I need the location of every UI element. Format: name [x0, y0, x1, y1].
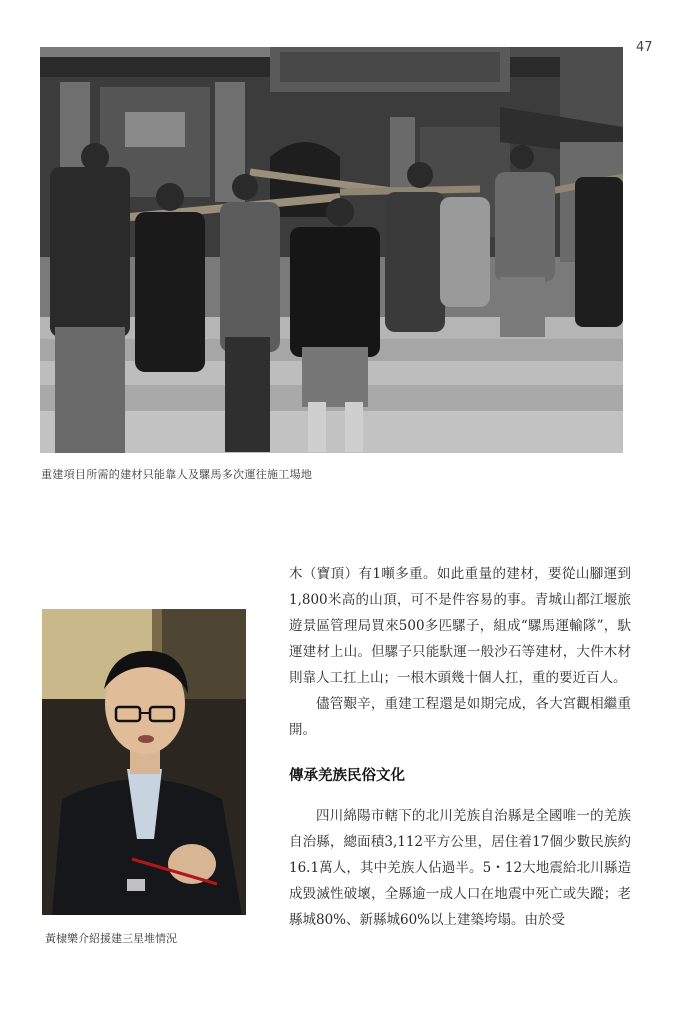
temple-workers-photo [40, 47, 623, 453]
portrait-caption: 黃棣樂介紹援建三星堆情況 [45, 932, 177, 945]
portrait-illustration [42, 609, 246, 915]
portrait-photo [42, 609, 246, 915]
page-number: 47 [636, 40, 653, 55]
section-heading: 傳承羌族民俗文化 [289, 767, 405, 784]
article-paragraph-1: 木（寶頂）有1噸多重。如此重量的建材，要從山腳運到1,800米高的山頂，可不是件容易的事。青城山都江堰旅遊景區管理局買來500多匹騾子，組成“騾馬運輸隊”，馱運建材上山。但騾子只能馱運一般沙石等建材，大件木材則靠人工扛上山；一根木頭幾十個人扛，重的要近百人。 [289, 566, 631, 686]
article-body [289, 561, 631, 933]
article-paragraph-2: 儘管艱辛，重建工程還是如期完成，各大宮觀相繼重開。 [289, 696, 631, 738]
temple-workers-illustration [40, 47, 623, 453]
top-photo-caption: 重建項目所需的建材只能靠人及騾馬多次運往施工場地 [41, 468, 313, 481]
article-paragraph-3: 四川綿陽市轄下的北川羌族自治縣是全國唯一的羌族自治縣，總面積3,112平方公里，居住着17個少數民族約16.1萬人，其中羌族人佔過半。5・12大地震給北川縣造成毀滅性破壞，全縣逾一成人口在地震中死亡或失蹤；老縣城80%、新縣城60%以上建築垮塌。由於受 [289, 808, 631, 928]
